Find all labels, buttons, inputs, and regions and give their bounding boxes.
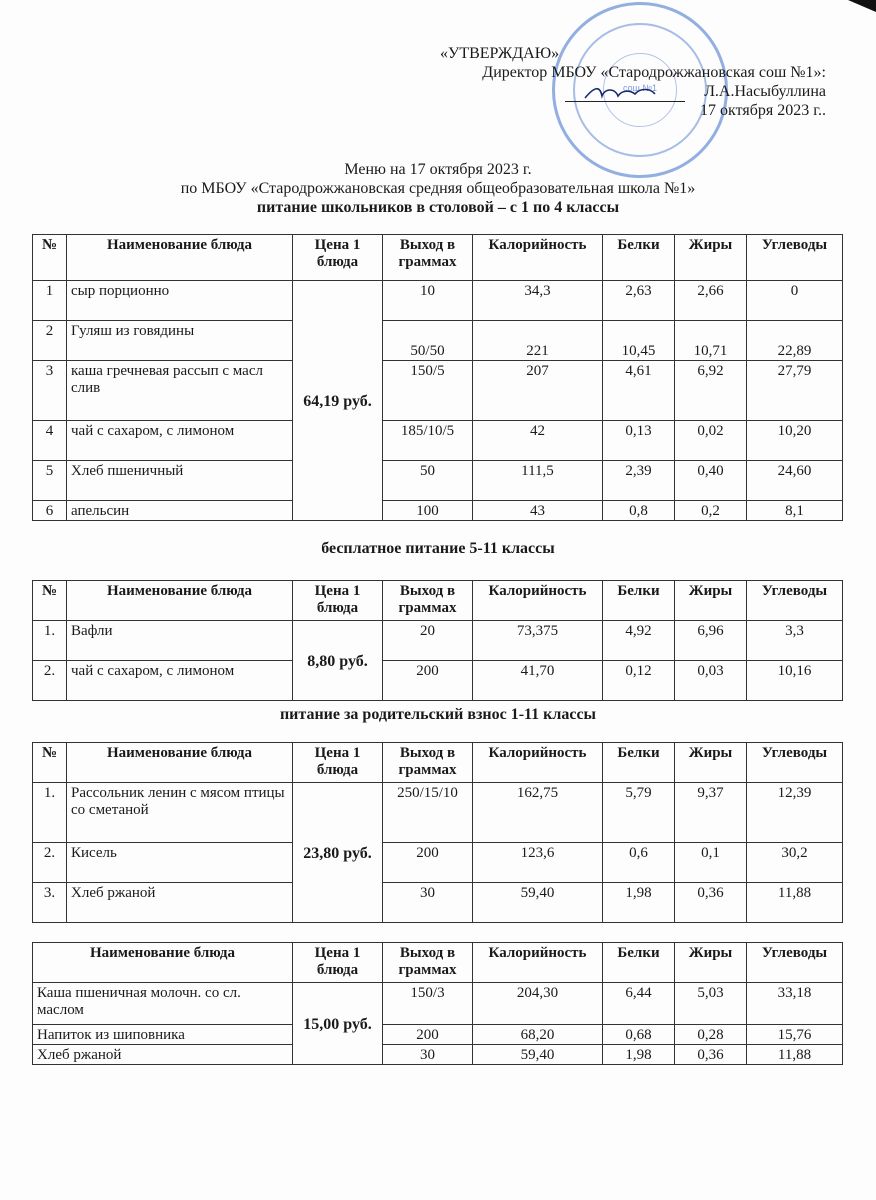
cell-proteins: 0,68 [603,1025,675,1045]
col-fats: Жиры [675,235,747,281]
cell-proteins: 4,92 [603,621,675,661]
table-header-row [33,581,843,621]
cell-fats: 6,96 [675,621,747,661]
cell-name: Хлеб пшеничный [67,461,293,501]
col-yield: Выход в граммах [383,235,473,281]
cell-price: 23,80 руб. [293,783,383,923]
approval-heading: «УТВЕРЖДАЮ» [440,45,560,62]
table-header-row [33,235,843,281]
cell-proteins: 0,12 [603,661,675,701]
cell-calories: 59,40 [473,1045,603,1065]
cell-yield: 10 [383,281,473,321]
cell-num: 2. [33,843,67,883]
col-proteins: Белки [603,743,675,783]
cell-name: Хлеб ржаной [67,883,293,923]
cell-num: 2. [33,661,67,701]
cell-name: Вафли [67,621,293,661]
table-row [33,1045,843,1065]
col-price: Цена 1 блюда [293,581,383,621]
cell-fats: 0,36 [675,1045,747,1065]
cell-name: апельсин [67,501,293,521]
cell-fats: 0,03 [675,661,747,701]
cell-num: 3. [33,883,67,923]
approval-block [440,44,826,120]
cell-num: 2 [33,321,67,361]
cell-fats: 9,37 [675,783,747,843]
cell-num: 1. [33,621,67,661]
cell-yield: 30 [383,883,473,923]
cell-proteins: 5,79 [603,783,675,843]
cell-num: 3 [33,361,67,421]
cell-calories: 204,30 [473,983,603,1025]
cell-yield: 30 [383,1045,473,1065]
col-num: № [33,235,67,281]
table-row [33,983,843,1025]
col-calories: Калорийность [473,743,603,783]
cell-carbs: 22,89 [747,321,843,361]
col-name: Наименование блюда [67,235,293,281]
cell-carbs: 24,60 [747,461,843,501]
stamp-text: сош №1 [623,83,657,93]
cell-calories: 221 [473,321,603,361]
cell-calories: 111,5 [473,461,603,501]
cell-yield: 50/50 [383,321,473,361]
cell-carbs: 30,2 [747,843,843,883]
cell-name: чай с сахаром, с лимоном [67,661,293,701]
cell-yield: 200 [383,843,473,883]
cell-yield: 100 [383,501,473,521]
cell-carbs: 11,88 [747,1045,843,1065]
col-proteins: Белки [603,235,675,281]
table-header-row [33,743,843,783]
cell-yield: 185/10/5 [383,421,473,461]
cell-price: 64,19 руб. [293,281,383,521]
cell-name: сыр порционно [67,281,293,321]
table-row [33,621,843,661]
col-carbs: Углеводы [747,743,843,783]
cell-calories: 34,3 [473,281,603,321]
table-header-row [33,943,843,983]
cell-fats: 2,66 [675,281,747,321]
cell-calories: 73,375 [473,621,603,661]
cell-calories: 68,20 [473,1025,603,1045]
cell-proteins: 0,6 [603,843,675,883]
cell-carbs: 15,76 [747,1025,843,1045]
cell-proteins: 2,63 [603,281,675,321]
table-row [33,281,843,321]
cell-calories: 162,75 [473,783,603,843]
cell-calories: 207 [473,361,603,421]
approval-date: 17 октября 2023 г.. [700,102,826,119]
cell-carbs: 3,3 [747,621,843,661]
cell-name: Рассольник ленин с мясом птицы со сметаной [67,783,293,843]
cell-yield: 20 [383,621,473,661]
col-calories: Калорийность [473,943,603,983]
col-carbs: Углеводы [747,943,843,983]
cell-fats: 0,1 [675,843,747,883]
col-price: Цена 1 блюда [293,943,383,983]
col-yield: Выход в граммах [383,581,473,621]
cell-name: Кисель [67,843,293,883]
col-yield: Выход в граммах [383,743,473,783]
cell-proteins: 10,45 [603,321,675,361]
cell-proteins: 4,61 [603,361,675,421]
col-fats: Жиры [675,581,747,621]
col-yield: Выход в граммах [383,943,473,983]
cell-price: 8,80 руб. [293,621,383,701]
cell-proteins: 1,98 [603,1045,675,1065]
col-fats: Жиры [675,743,747,783]
cell-yield: 200 [383,661,473,701]
school-name: по МБОУ «Стародрожжановская средняя общеобразовательная школа №1» [180,180,696,197]
scan-corner [848,0,876,12]
cell-fats: 5,03 [675,983,747,1025]
cell-carbs: 27,79 [747,361,843,421]
table-row [33,321,843,361]
table-row [33,361,843,421]
cell-calories: 123,6 [473,843,603,883]
cell-name: Гуляш из говядины [67,321,293,361]
col-proteins: Белки [603,943,675,983]
cell-carbs: 10,20 [747,421,843,461]
cell-fats: 6,92 [675,361,747,421]
cell-price: 15,00 руб. [293,983,383,1065]
cell-fats: 10,71 [675,321,747,361]
approval-director: Директор МБОУ «Стародрожжановская сош №1»: [482,64,826,81]
cell-num: 5 [33,461,67,501]
menu-table-additional [32,942,843,1065]
cell-fats: 0,40 [675,461,747,501]
col-num: № [33,743,67,783]
col-name: Наименование блюда [67,743,293,783]
table-row [33,883,843,923]
document-header [0,160,876,217]
col-carbs: Углеводы [747,581,843,621]
cell-proteins: 0,8 [603,501,675,521]
menu-table-parental-1-11 [32,742,843,923]
col-proteins: Белки [603,581,675,621]
menu-table-grades-1-4 [32,234,843,521]
table-row [33,421,843,461]
col-calories: Калорийность [473,235,603,281]
page-title: Меню на 17 октября 2023 г. [344,161,532,178]
col-calories: Калорийность [473,581,603,621]
cell-carbs: 8,1 [747,501,843,521]
cell-carbs: 10,16 [747,661,843,701]
section-title-1: питание школьников в столовой – с 1 по 4 классы [256,199,620,216]
cell-proteins: 6,44 [603,983,675,1025]
section-title-2: бесплатное питание 5-11 классы [321,540,555,557]
col-price: Цена 1 блюда [293,743,383,783]
cell-calories: 43 [473,501,603,521]
col-num: № [33,581,67,621]
cell-yield: 250/15/10 [383,783,473,843]
cell-carbs: 33,18 [747,983,843,1025]
cell-fats: 0,2 [675,501,747,521]
cell-carbs: 11,88 [747,883,843,923]
cell-fats: 0,36 [675,883,747,923]
cell-fats: 0,02 [675,421,747,461]
approval-name: Л.А.Насыбуллина [704,83,826,100]
table-row [33,1025,843,1045]
col-name: Наименование блюда [67,581,293,621]
cell-name: чай с сахаром, с лимоном [67,421,293,461]
cell-proteins: 1,98 [603,883,675,923]
cell-name: Напиток из шиповника [33,1025,293,1045]
table-row [33,461,843,501]
cell-calories: 59,40 [473,883,603,923]
menu-table-free-5-11 [32,580,843,701]
col-name: Наименование блюда [33,943,293,983]
cell-carbs: 12,39 [747,783,843,843]
cell-yield: 150/3 [383,983,473,1025]
cell-yield: 150/5 [383,361,473,421]
cell-name: каша гречневая рассып с масл слив [67,361,293,421]
cell-calories: 41,70 [473,661,603,701]
cell-name: Каша пшеничная молочн. со сл. маслом [33,983,293,1025]
cell-proteins: 0,13 [603,421,675,461]
section-title-3: питание за родительский взнос 1-11 классы [279,706,597,723]
table-row [33,843,843,883]
cell-carbs: 0 [747,281,843,321]
col-fats: Жиры [675,943,747,983]
cell-calories: 42 [473,421,603,461]
table-row [33,661,843,701]
cell-yield: 50 [383,461,473,501]
table-row [33,783,843,843]
col-price: Цена 1 блюда [293,235,383,281]
col-carbs: Углеводы [747,235,843,281]
cell-yield: 200 [383,1025,473,1045]
cell-proteins: 2,39 [603,461,675,501]
cell-num: 1. [33,783,67,843]
cell-fats: 0,28 [675,1025,747,1045]
cell-num: 6 [33,501,67,521]
cell-name: Хлеб ржаной [33,1045,293,1065]
table-row [33,501,843,521]
cell-num: 4 [33,421,67,461]
cell-num: 1 [33,281,67,321]
